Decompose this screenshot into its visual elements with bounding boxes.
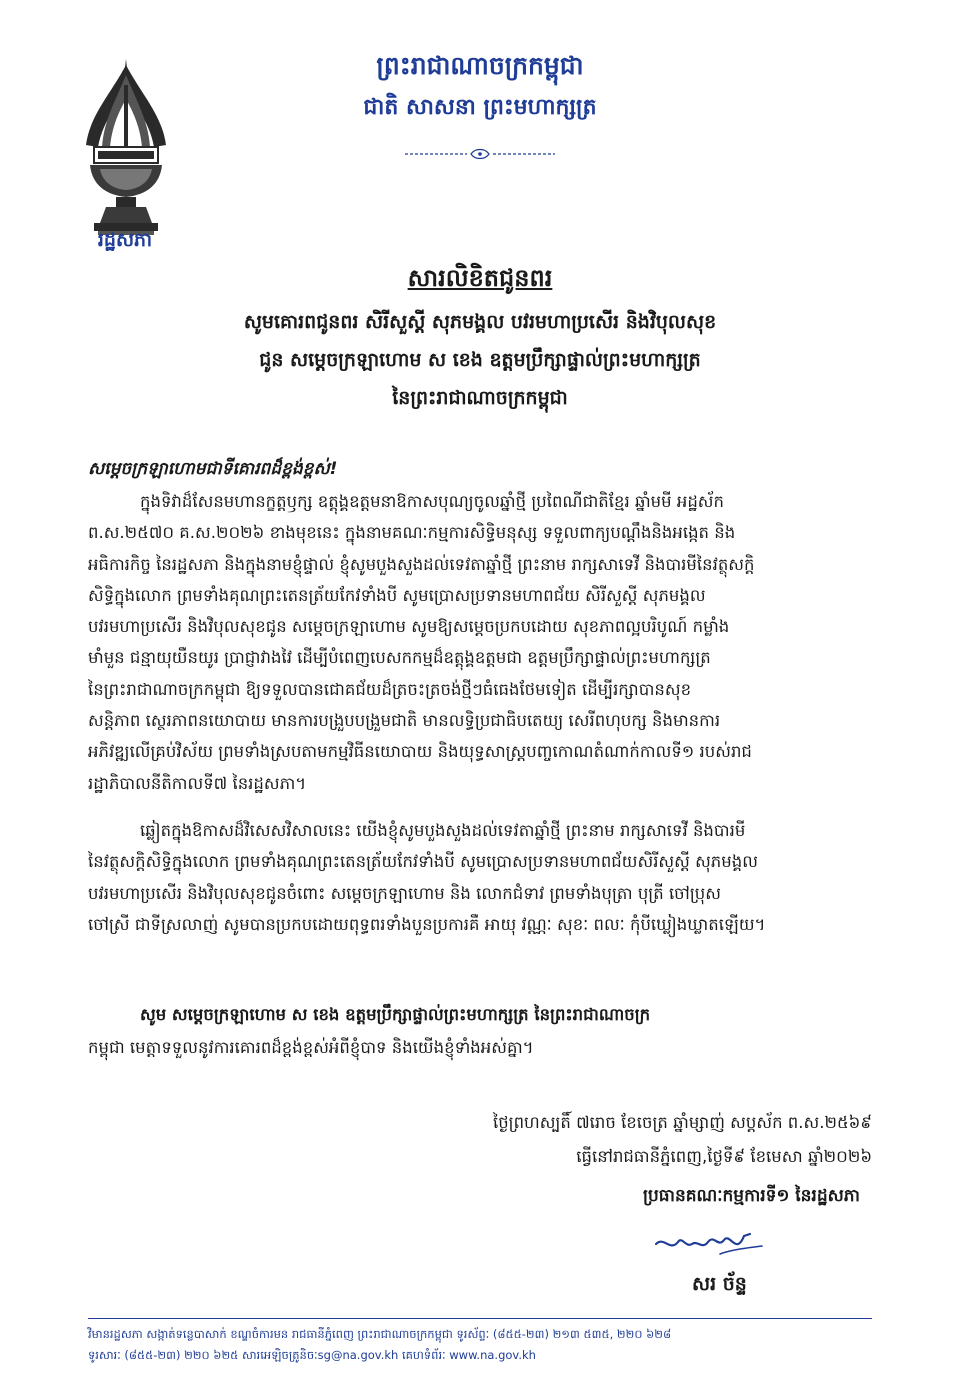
national-motto: ជាតិ សាសនា ព្រះមហាក្សត្រ	[363, 95, 597, 120]
paragraph-1-line: មាំមួន ជន្មាយុយឺនយូរ ប្រាជ្ញាវាងវៃ ដើម្បីបំពេញបេសកកម្មដ៏ឧត្តុង្គឧត្តមជា ឧត្តមប្រឹក្សាផ្ទាល់ព្រះមហាក្សត្រ	[88, 648, 711, 668]
footer-contact: ទូរសារៈ (៨៥៥-២៣) ២២០ ៦២៥ សារអេឡិចត្រូនិចៈsg@na.gov.kh គេហទំព័រៈ www.na.gov.kh	[88, 1348, 536, 1362]
footer-divider	[88, 1318, 872, 1319]
closing-line: កម្ពុជា មេត្តាទទួលនូវការគោរពដ៏ខ្ពង់ខ្ពស់អំពីខ្ញុំបាទ និងយើងខ្ញុំទាំងអស់គ្នា។	[88, 1038, 534, 1057]
paragraph-1-line: នៃព្រះរាជាណាចក្រកម្ពុជា ឱ្យទទួលបានជោគជ័យដ៏ត្រចះត្រចង់ថ្មីៗធំធេងថែមទៀត ដើម្បីរក្សាបានសុខ	[88, 679, 692, 699]
ornament-divider-icon	[405, 148, 555, 160]
paragraph-2-line: បវរមហាប្រសើរ និងវិបុលសុខជូនចំពោះ សម្តេចក្រឡាហោម និង លោកជំទាវ ព្រមទាំងបុត្រា បុត្រី ចៅប្រុស	[88, 883, 721, 903]
paragraph-1-line: បវរមហាប្រសើរ និងវិបុលសុខជូន សម្តេចក្រឡាហោម សូមឱ្យសម្តេចប្រកបដោយ សុខភាពល្អបរិបូណ៍ កម្លាំង	[88, 617, 730, 637]
paragraph-2-line: នៃវត្ថុសក្តិសិទ្ធិក្នុងលោក ព្រមទាំងគុណព្រះតេនត្រ័យកែវទាំងបី សូមប្រោសប្រទានមហាពជ័យសិរីសួស្តី សុភមង្គល	[88, 852, 758, 872]
salutation: សម្តេចក្រឡាហោមជាទីគោរពដ៏ខ្ពង់ខ្ពស់!	[88, 459, 338, 479]
signer-title: ប្រធានគណៈកម្មការទី១ នៃរដ្ឋសភា	[642, 1186, 860, 1206]
paragraph-1	[88, 486, 878, 799]
lunar-date: ថ្ងៃព្រហស្បតិ៍ ៧រោច ខែចេត្រ ឆ្នាំម្សាញ់ សប្តស័ក ព.ស.២៥៦៩	[492, 1113, 872, 1132]
subtitle-line-3: នៃព្រះរាជាណាចក្រកម្ពុជា	[392, 387, 568, 409]
subtitle-line-2: ជូន សម្តេចក្រឡាហោម ស ខេង ឧត្តមប្រឹក្សាផ្ទាល់ព្រះមហាក្សត្រ	[259, 349, 701, 371]
paragraph-1-line: ក្នុងទិវាដ៏សែនមហានក្ខត្តឫក្ស ឧត្តុង្គឧត្តមនាឱកាសបុណ្យចូលឆ្នាំថ្មី ប្រពៃណីជាតិខ្មែរ ឆ្នាំមមី អដ្ឋស័ក	[140, 492, 724, 511]
signer-name: សរ ច័ន្ទ	[692, 1273, 747, 1295]
paragraph-1-line: សន្តិភាព ស្ថេរភាពនយោបាយ មានការបង្រួបបង្រួមជាតិ មានលទ្ធិប្រជាធិបតេយ្យ សេរីពហុបក្ស និងមានការ	[88, 711, 721, 731]
closing-paragraph	[88, 998, 878, 1064]
closing-line: សូម សម្តេចក្រឡាហោម ស ខេង ឧត្តមប្រឹក្សាផ្ទាល់ព្រះមហាក្សត្រ នៃព្រះរាជាណាចក្រ	[140, 1005, 651, 1024]
paragraph-1-line: សិទ្ធិក្នុងលោក ព្រមទាំងគុណព្រះតេនត្រ័យកែវទាំងបី សូមប្រោសប្រទានមហាពជ័យ សិរីសួស្តី សុភមង្គល	[88, 585, 706, 605]
footer-address: វិមានរដ្ឋសភា សង្កាត់ទន្លេបាសាក់ ខណ្ឌចំការមន រាជធានីភ្នំពេញ ព្រះរាជាណាចក្រកម្ពុជា ទូរស័ព្ទៈ (៨៥៥-២៣) ២១៣ ៥៣៥, ២២០ ៦២៨	[88, 1327, 672, 1341]
handwritten-signature-icon	[650, 1226, 770, 1262]
national-assembly-emblem-icon	[80, 55, 172, 255]
paragraph-1-line: អភិវឌ្ឍលើគ្រប់វិស័យ ព្រមទាំងស្របតាមកម្មវិធីនយោបាយ និងយុទ្ធសាស្ត្របញ្ចកោណតំណាក់កាលទី១ របស់រាជ	[88, 742, 752, 762]
paragraph-2	[88, 815, 878, 940]
letter-title: សារលិខិតជូនពរ	[407, 264, 553, 292]
subtitle-line-1: សូមគោរពជូនពរ សិរីសួស្តី សុភមង្គល បវរមហាប្រសើរ និងវិបុលសុខ	[243, 311, 717, 333]
paragraph-1-line: រដ្ឋាភិបាលនីតិកាលទី៧ នៃរដ្ឋសភា។	[88, 773, 307, 793]
place-date: ធ្វើនៅរាជធានីភ្នំពេញ,ថ្ងៃទី៩ ខែមេសា ឆ្នាំ២០២៦	[576, 1147, 872, 1166]
kingdom-heading: ព្រះរាជាណាចក្រកម្ពុជា	[376, 51, 584, 80]
paragraph-2-line: ឆ្លៀតក្នុងឱកាសដ៏វិសេសវិសាលនេះ យើងខ្ញុំសូមបួងសួងដល់ទេវតាឆ្នាំថ្មី ព្រះនាម រាក្សសាទេវី និងបារមី	[140, 821, 746, 840]
paragraph-1-line: អធិការកិច្ច នៃរដ្ឋសភា និងក្នុងនាមខ្ញុំផ្ទាល់ ខ្ញុំសូមបួងសួងដល់ទេវតាឆ្នាំថ្មី ព្រះនាម រាក្សសាទេវី និងបារមីនៃវត្ថុសក្តិ	[88, 554, 755, 574]
paragraph-2-line: ចៅស្រី ជាទីស្រលាញ់ សូមបានប្រកបដោយពុទ្ធពរទាំងបួនប្រការគឺ អាយុ វណ្ណៈ សុខៈ ពលៈ កុំបីឃ្លៀងឃ្លាតឡើយ។	[88, 914, 766, 934]
emblem-label: រដ្ឋសភា	[97, 229, 153, 251]
paragraph-1-line: ព.ស.២៥៧០ គ.ស.២០២៦ ខាងមុខនេះ ក្នុងនាមគណៈកម្មការសិទ្ធិមនុស្ស ទទួលពាក្យបណ្តឹងនិងអង្កេត និង	[88, 523, 736, 543]
